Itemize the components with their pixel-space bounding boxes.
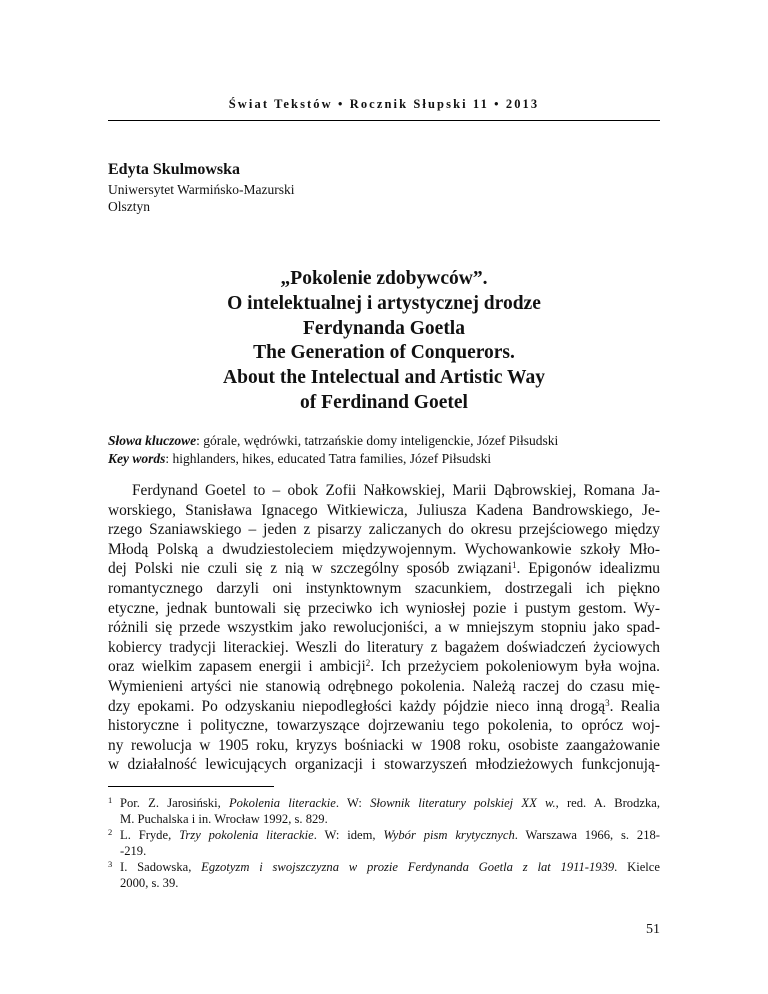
- footnote-line: [120, 859, 660, 875]
- body-line: etyczne, jednak buntowali się przeciwko ich wyniosłej pozie i pustym gestom. Wy-: [108, 599, 660, 617]
- title-en-line: of Ferdinand Goetel: [300, 392, 468, 413]
- body-line: w działalność lewicujących organizacji i stowarzyszeń młodzieżowych funkcjonują-: [108, 756, 660, 774]
- title-pl-line: O intelektualnej i artystycznej drodze: [227, 293, 541, 314]
- author-name: Edyta Skulmowska: [108, 161, 241, 178]
- footnote-2: [108, 827, 660, 859]
- footnote-line: [120, 827, 660, 843]
- footnote-text: , red. A. Brodzka,: [555, 796, 661, 810]
- body-line: Ferdynand Goetel to – obok Zofii Nałkowskiej, Marii Dąbrowskiej, Romana Ja-: [132, 482, 660, 499]
- footnote-rule: [108, 786, 274, 787]
- footnote-text: I. Sadowska,: [120, 860, 202, 874]
- body-line: Wymienieni artyści nie stanowią odrębnego pokolenia. Należą raczej do czasu mię-: [108, 677, 660, 695]
- body-line: ny rewolucja w 1905 roku, kryzys bośniacki w 1908 roku, osobiste zaangażowanie: [108, 736, 660, 754]
- keywords-english: [108, 450, 668, 468]
- footnote-text: . Warszawa 1966, s. 218-: [514, 828, 660, 842]
- footnote-1: [108, 795, 660, 827]
- footnote-title: Wybór pism krytycznych: [383, 828, 515, 842]
- body-line: historyczne i polityczne, towarzyszące dojrzewaniu tego pokolenia, to oprócz woj-: [108, 717, 660, 735]
- footnotes: [108, 795, 660, 891]
- footnote-line: -219.: [120, 844, 147, 858]
- keywords-pl-label: Słowa kluczowe: [108, 433, 197, 448]
- footnote-text: . W:: [335, 796, 371, 810]
- keywords-en-text: : highlanders, hikes, educated Tatra families, Józef Piłsudski: [165, 451, 492, 466]
- affiliation: [108, 181, 295, 215]
- keywords: [108, 432, 668, 468]
- body-line: worskiego, Stanisława Ignacego Witkiewicza, Juliusza Kadena Bandrowskiego, Je-: [108, 501, 660, 519]
- footnote-ref[interactable]: 2: [365, 658, 371, 669]
- body-line: różnili się przede wszystkim jako rewolucjoniści, a w mniejszym stopniu jako spad-: [108, 619, 660, 637]
- keywords-polish: [108, 432, 668, 450]
- body-line: [108, 657, 660, 677]
- body-line-text: . Realia: [609, 697, 660, 715]
- running-head: Świat Tekstów • Rocznik Słupski 11 • 2013: [228, 97, 540, 111]
- title-pl-line: „Pokolenie zdobywców”.: [280, 268, 488, 289]
- footnote-number: 3: [108, 859, 113, 869]
- footnote-title: Pokolenia literackie: [228, 796, 336, 810]
- footnote-text: . Kielce: [614, 860, 660, 874]
- keywords-pl-text: : górale, wędrówki, tatrzańskie domy inteligenckie, Józef Piłsudski: [196, 433, 559, 448]
- body-paragraph: [108, 481, 660, 775]
- body-line: romantycznego darzyli oni instynktownym szacunkiem, dostrzegali ich piękno: [108, 579, 660, 597]
- footnote-number: 2: [108, 827, 113, 837]
- body-line: [108, 559, 660, 579]
- title-en-line: The Generation of Conquerors.: [253, 342, 515, 363]
- page-number: 51: [646, 922, 660, 937]
- footnote-text: Por. Z. Jarosiński,: [120, 796, 229, 810]
- body-line-text: oraz wielkim zapasem energii i ambicji: [108, 658, 366, 676]
- footnote-text: L. Fryde,: [120, 828, 180, 842]
- title-en-line: About the Intelectual and Artistic Way: [223, 367, 545, 388]
- body-line-text: dzy epokami. Po odzyskaniu niepodległości każdy pójdzie nieco inną drogą: [108, 697, 606, 715]
- body-line: kobiercy tradycji literackiej. Weszli do literatury z bagażem doświadczeń życiowych: [108, 638, 660, 656]
- footnote-line: [120, 795, 660, 811]
- footnote-ref[interactable]: 3: [605, 697, 610, 708]
- footnote-line: 2000, s. 39.: [120, 876, 179, 890]
- body-line-text: . Epigonów idealizmu: [516, 560, 660, 578]
- footnote-ref[interactable]: 1: [512, 560, 517, 571]
- body-line: [108, 697, 660, 717]
- affiliation-city: Olsztyn: [108, 199, 150, 214]
- header-rule: [108, 120, 660, 121]
- footnote-text: . W: idem,: [313, 828, 384, 842]
- footnote-line: M. Puchalska i in. Wrocław 1992, s. 829.: [120, 812, 328, 826]
- footnote-number: 1: [108, 795, 113, 805]
- footnote-title: Egzotyzm i swojszczyzna w prozie Ferdynanda Goetla z lat 1911-1939: [201, 860, 615, 874]
- footnote-title: Słownik literatury polskiej XX w.: [370, 796, 556, 810]
- keywords-en-label: Key words: [108, 451, 166, 466]
- body-line: rzego Szaniawskiego – jeden z pisarzy zaliczanych do okresu przejściowego między: [108, 521, 660, 539]
- title-pl-line: Ferdynanda Goetla: [303, 318, 465, 339]
- affiliation-university: Uniwersytet Warmińsko-Mazurski: [108, 182, 295, 197]
- body-line-text: . Ich przeżyciem pokoleniowym była wojna.: [370, 658, 661, 676]
- title-polish: [108, 266, 660, 341]
- body-line: Młodą Polską a dwudziestoleciem międzywojennym. Wychowankowie szkoły Mło-: [108, 540, 660, 558]
- title-english: [108, 340, 660, 415]
- footnote-title: Trzy pokolenia literackie: [179, 828, 314, 842]
- body-line-text: dej Polski nie czuli się z nią w szczególny sposób związani: [108, 560, 513, 578]
- footnote-3: [108, 859, 660, 891]
